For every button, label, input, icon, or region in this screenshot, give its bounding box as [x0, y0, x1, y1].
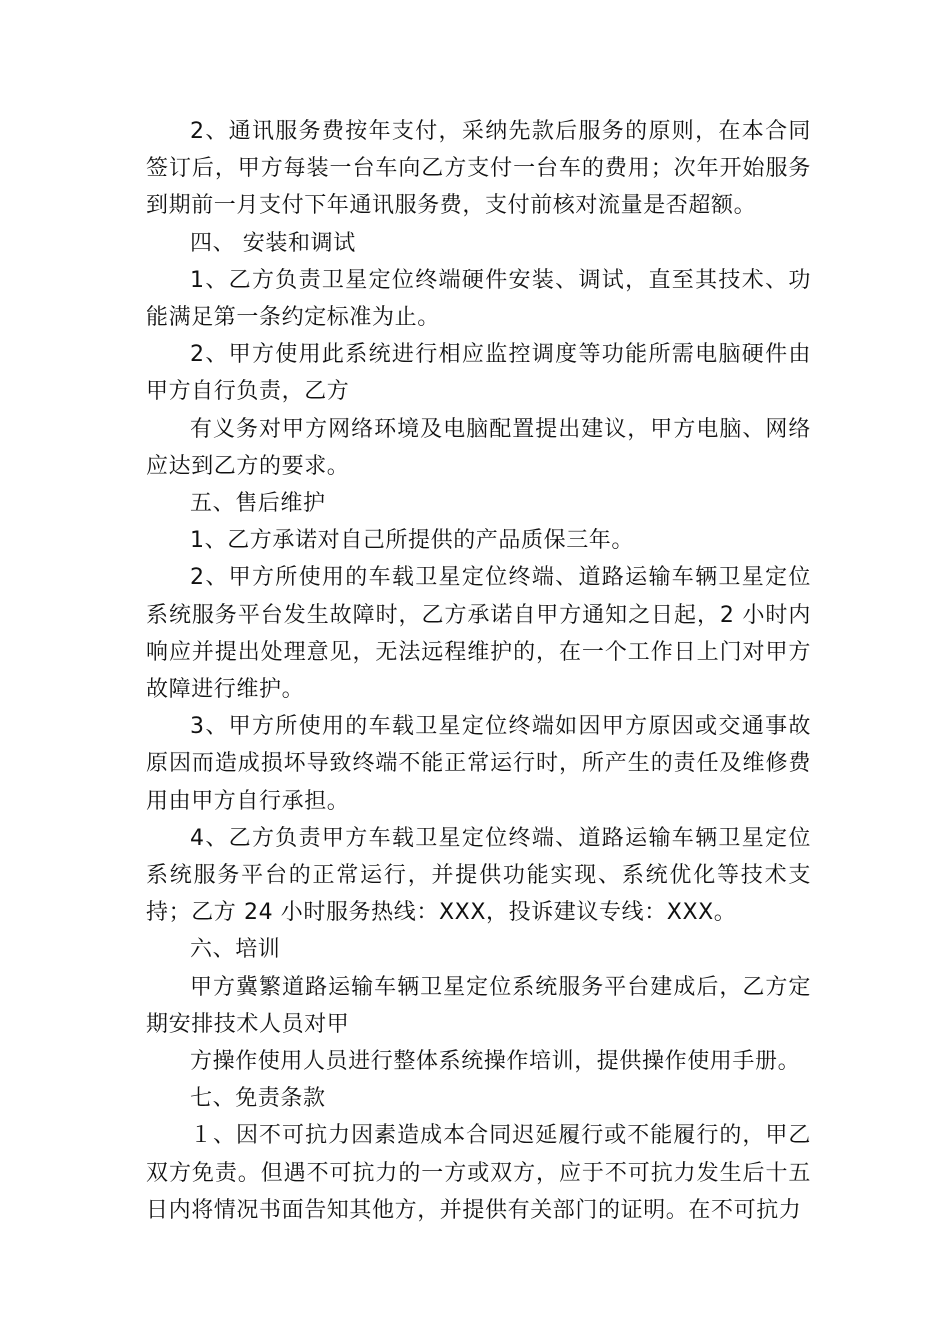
paragraph-disclaimer-1: １、因不可抗力因素造成本合同迟延履行或不能履行的，甲乙双方免责。但遇不可抗力的一方或双方，应于不可抗力发生后十五日内将情况书面告知其他方，并提供有关部门的证明。在不可抗力	[146, 1123, 811, 1223]
paragraph-installation-2-cont: 有义务对甲方网络环境及电脑配置提出建议，甲方电脑、网络应达到乙方的要求。	[146, 416, 811, 479]
paragraph-training-cont: 方操作使用人员进行整体系统操作培训，提供操作使用手册。	[190, 1049, 801, 1075]
paragraph-installation-1: 1、乙方负责卫星定位终端硬件安装、调试，直至其技术、功能满足第一条约定标准为止。	[146, 267, 811, 331]
paragraph-after-sales-2: 2、甲方所使用的车载卫星定位终端、道路运输车辆卫星定位系统服务平台发生故障时，乙方承诺自甲方通知之日起，2 小时内响应并提出处理意见，无法远程维护的，在一个工作日上门对甲方故障进行维护。	[146, 565, 811, 703]
paragraph-after-sales-3: 3、甲方所使用的车载卫星定位终端如因甲方原因或交通事故原因而造成损坏导致终端不能正常运行时，所产生的责任及维修费用由甲方自行承担。	[146, 714, 811, 814]
section-heading-after-sales: 五、售后维护	[190, 491, 326, 517]
section-heading-disclaimer: 七、免责条款	[190, 1086, 326, 1112]
paragraph-fee-payment: 2、通讯服务费按年支付，采纳先款后服务的原则，在本合同签订后，甲方每装一台车向乙方支付一台车的费用；次年开始服务到期前一月支付下年通讯服务费，支付前核对流量是否超额。	[146, 119, 811, 219]
section-heading-installation: 四、 安装和调试	[190, 230, 356, 256]
paragraph-training: 甲方冀繁道路运输车辆卫星定位系统服务平台建成后，乙方定期安排技术人员对甲	[146, 974, 811, 1037]
section-heading-training: 六、培训	[190, 937, 281, 963]
paragraph-after-sales-1: 1、乙方承诺对自己所提供的产品质保三年。	[190, 528, 634, 554]
document-body	[146, 113, 811, 1229]
paragraph-installation-2: 2、甲方使用此系统进行相应监控调度等功能所需电脑硬件由甲方自行负责，乙方	[146, 342, 811, 405]
paragraph-after-sales-4: 4、乙方负责甲方车载卫星定位终端、道路运输车辆卫星定位系统服务平台的正常运行，并提供功能实现、系统优化等技术支持；乙方 24 小时服务热线：XXX，投诉建议专线：XXX。	[146, 825, 811, 926]
